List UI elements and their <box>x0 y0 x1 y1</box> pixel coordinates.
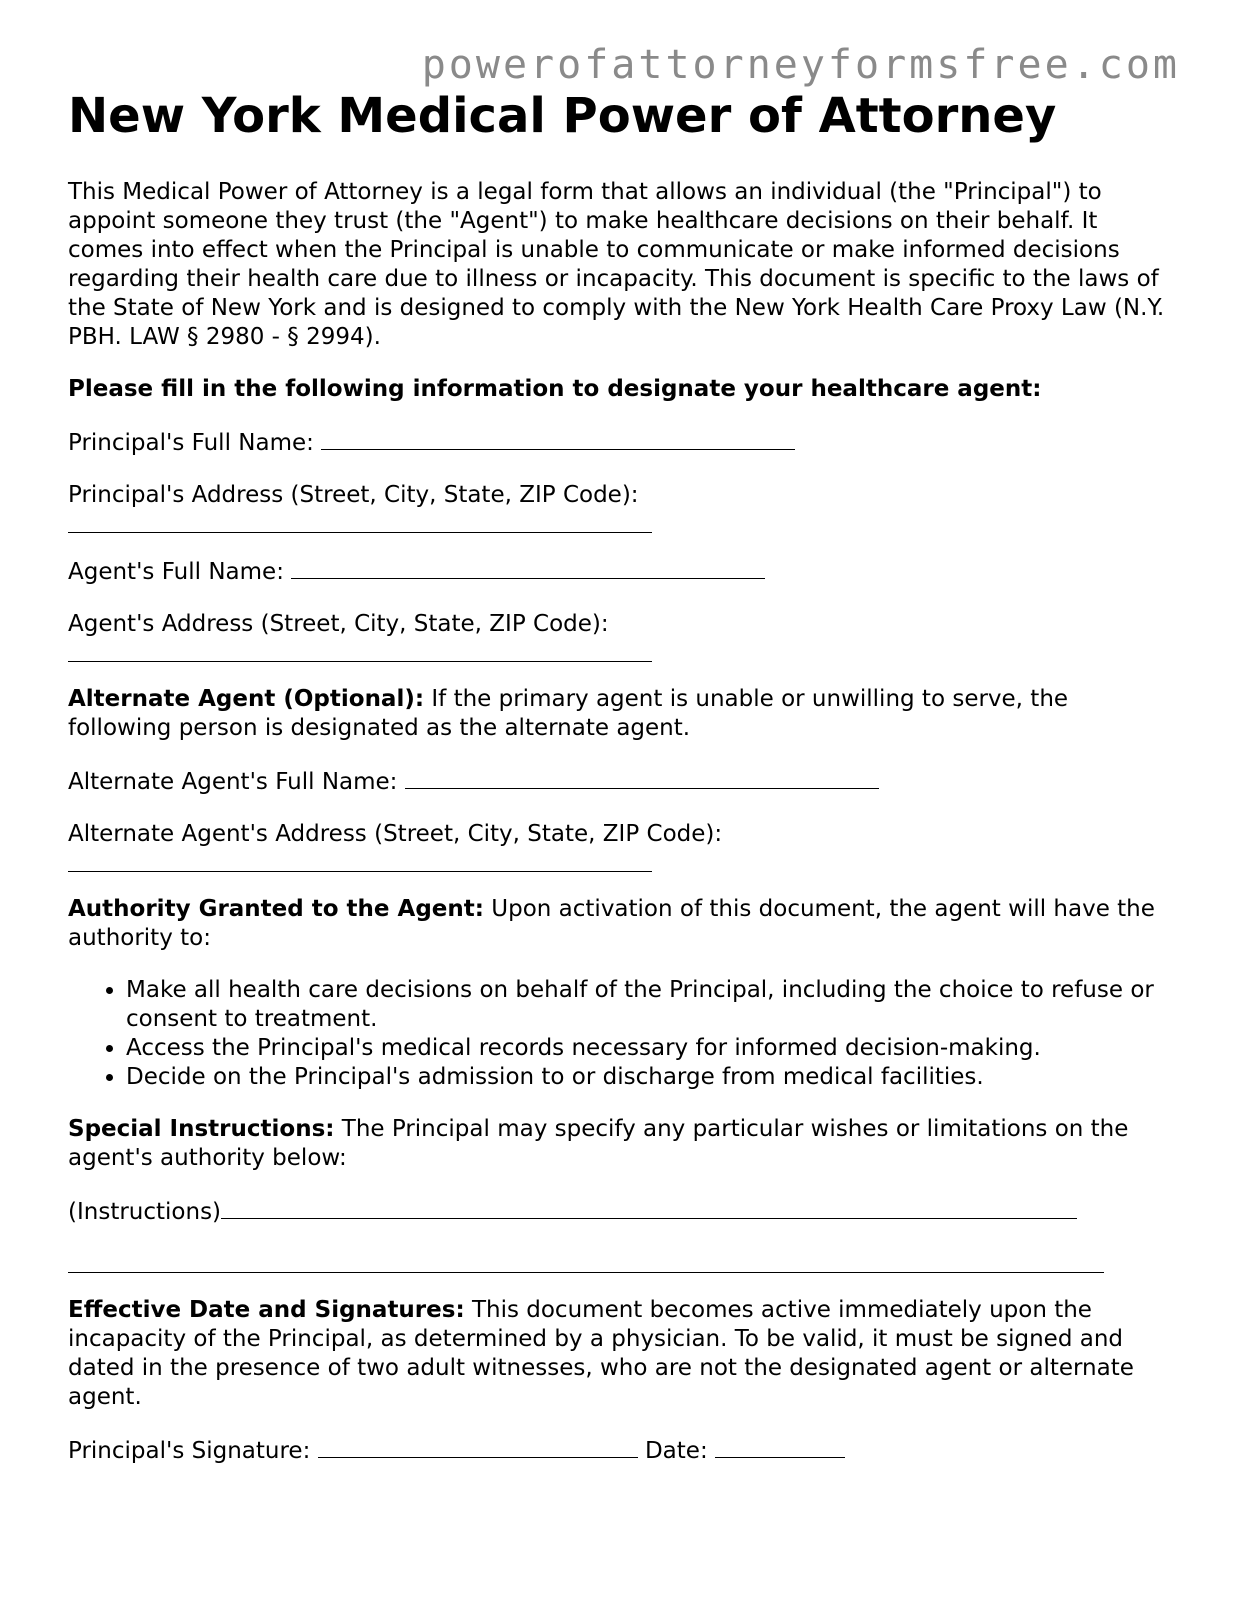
principal-name-field <box>68 427 1178 458</box>
principal-address-label: Principal's Address (Street, City, State, ZIP Code): <box>68 482 639 508</box>
effective-text: This document becomes active immediately upon the incapacity of the Principal, as determined by a physician. To be valid, it must be signed and dated in the presence of two adult witnesses, who are not the designated agent or alternate agent. <box>68 1297 1134 1410</box>
page-title: New York Medical Power of Attorney <box>68 88 1057 144</box>
document-page <box>68 88 1178 1466</box>
list-item: • Decide on the Principal's admission to or discharge from medical facilities. <box>126 1063 1178 1092</box>
agent-name-label: Agent's Full Name: <box>68 559 284 585</box>
alternate-name-label: Alternate Agent's Full Name: <box>68 769 398 795</box>
alternate-agent-section <box>68 685 1178 743</box>
signature-blank[interactable] <box>318 1435 638 1458</box>
special-instructions-section <box>68 1115 1178 1173</box>
date-label: Date: <box>644 1438 708 1464</box>
instructions-blank-2[interactable] <box>68 1250 1104 1273</box>
instruction-heading: Please fill in the following information to designate your healthcare agent: <box>68 376 1042 402</box>
authority-list <box>68 976 1178 1092</box>
alternate-name-blank[interactable] <box>405 766 879 789</box>
principal-name-blank[interactable] <box>321 427 795 450</box>
agent-name-field <box>68 556 1178 587</box>
agent-address-label: Agent's Address (Street, City, State, ZIP Code): <box>68 611 609 637</box>
watermark: powerofattorneyformsfree.com <box>421 42 1180 88</box>
alternate-address-label: Alternate Agent's Address (Street, City, State, ZIP Code): <box>68 821 723 847</box>
principal-name-label: Principal's Full Name: <box>68 430 314 456</box>
agent-address-blank[interactable] <box>68 639 652 662</box>
list-item: • Access the Principal's medical records necessary for informed decision-making. <box>126 1034 1178 1063</box>
list-item: • Make all health care decisions on behalf of the Principal, including the choice to refuse or consent to treatment. <box>126 976 1178 1034</box>
alternate-agent-heading: Alternate Agent (Optional): <box>68 686 425 712</box>
instructions-field <box>68 1196 1178 1227</box>
special-instructions-heading: Special Instructions: <box>68 1116 335 1142</box>
effective-section <box>68 1296 1178 1412</box>
alternate-name-field <box>68 766 1178 797</box>
special-instructions-text: The Principal may specify any particular wishes or limitations on the agent's authority below: <box>68 1116 1129 1171</box>
signature-label: Principal's Signature: <box>68 1438 311 1464</box>
authority-text: Upon activation of this document, the agent will have the authority to: <box>68 896 1155 951</box>
signature-field <box>68 1435 1178 1466</box>
effective-heading: Effective Date and Signatures: <box>68 1297 465 1323</box>
intro-paragraph: This Medical Power of Attorney is a legal form that allows an individual (the "Principal") to appoint someone they trust (the "Agent") to make healthcare decisions on their behalf. It comes into effect when the Principal is unable to communicate or make informed decisions regarding their health care due to illness or incapacity. This document is specific to the laws of the State of New York and is designed to comply with the New York Health Care Proxy Law (N.Y. PBH. LAW § 2980 - § 2994). <box>68 179 1165 350</box>
authority-heading: Authority Granted to the Agent: <box>68 896 484 922</box>
principal-address-blank[interactable] <box>68 510 652 533</box>
instructions-blank[interactable] <box>221 1196 1077 1219</box>
instructions-label: (Instructions) <box>68 1199 222 1225</box>
alternate-agent-text: If the primary agent is unable or unwilling to serve, the following person is designated as the alternate agent. <box>68 686 1069 741</box>
alternate-address-blank[interactable] <box>68 849 652 872</box>
agent-name-blank[interactable] <box>291 556 765 579</box>
authority-section <box>68 895 1178 953</box>
date-blank[interactable] <box>715 1435 845 1458</box>
